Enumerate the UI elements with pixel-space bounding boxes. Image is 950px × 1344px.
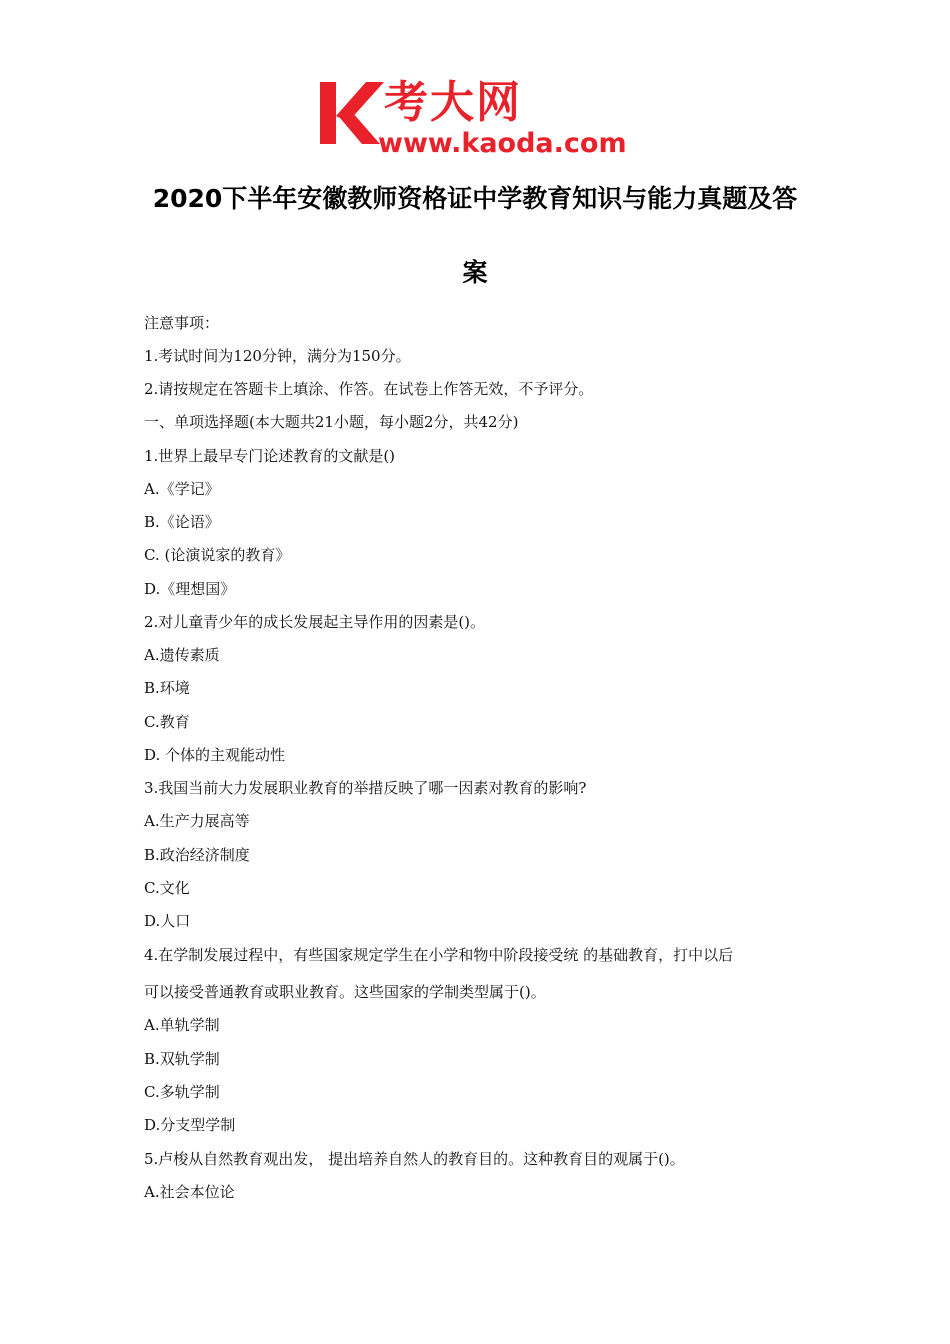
kaoda-logo	[318, 78, 640, 162]
document-title-line-1: 2020下半年安徽教师资格证中学教育知识与能力真题及答	[152, 184, 798, 213]
answer-option: A.单轨学制	[144, 1016, 220, 1034]
answer-option: D. 个体的主观能动性	[144, 746, 286, 764]
answer-option: A.《学记》	[144, 480, 220, 498]
answer-option: B.政治经济制度	[144, 846, 250, 864]
document-title-line-2: 案	[462, 258, 488, 287]
logo-url-text: www.kaoda.com	[378, 128, 627, 159]
answer-option: C. (论演说家的教育》	[144, 546, 291, 564]
answer-option: A.生产力展高等	[144, 812, 250, 830]
notice-item: 1.考试时间为120分钟，满分为150分。	[144, 347, 411, 365]
answer-option: A.社会本位论	[144, 1183, 235, 1201]
question-text: 2.对儿童青少年的成长发展起主导作用的因素是()。	[144, 613, 486, 631]
logo-brand-text: 考大网	[384, 77, 522, 128]
question-text: 1.世界上最早专门论述教育的文献是()	[144, 447, 396, 465]
answer-option: B.《论语》	[144, 513, 220, 531]
answer-option: D.人口	[144, 912, 191, 930]
answer-option: B.环境	[144, 679, 190, 697]
question-text-continued: 可以接受普通教育或职业教育。这些国家的学制类型属于()。	[144, 983, 546, 1001]
question-text: 4.在学制发展过程中，有些国家规定学生在小学和物中阶段接受统 的基础教育，打中以后	[144, 946, 734, 964]
answer-option: D.分支型学制	[144, 1116, 236, 1134]
answer-option: D.《理想国》	[144, 580, 236, 598]
question-text: 3.我国当前大力发展职业教育的举措反映了哪一因素对教育的影响?	[144, 779, 587, 797]
notice-heading: 注意事项：	[144, 314, 220, 332]
answer-option: C.教育	[144, 713, 190, 731]
answer-option: A.遗传素质	[144, 646, 220, 664]
notice-item: 2.请按规定在答题卡上填涂、作答。在试卷上作答无效，不予评分。	[144, 380, 594, 398]
section-heading: 一、单项选择题(本大题共21小题，每小题2分，共42分)	[144, 413, 519, 431]
answer-option: B.双轨学制	[144, 1050, 220, 1068]
answer-option: C.多轨学制	[144, 1083, 220, 1101]
answer-option: C.文化	[144, 879, 190, 897]
question-text: 5.卢梭从自然教育观出发， 提出培养自然人的教育目的。这种教育目的观属于()。	[144, 1150, 685, 1168]
